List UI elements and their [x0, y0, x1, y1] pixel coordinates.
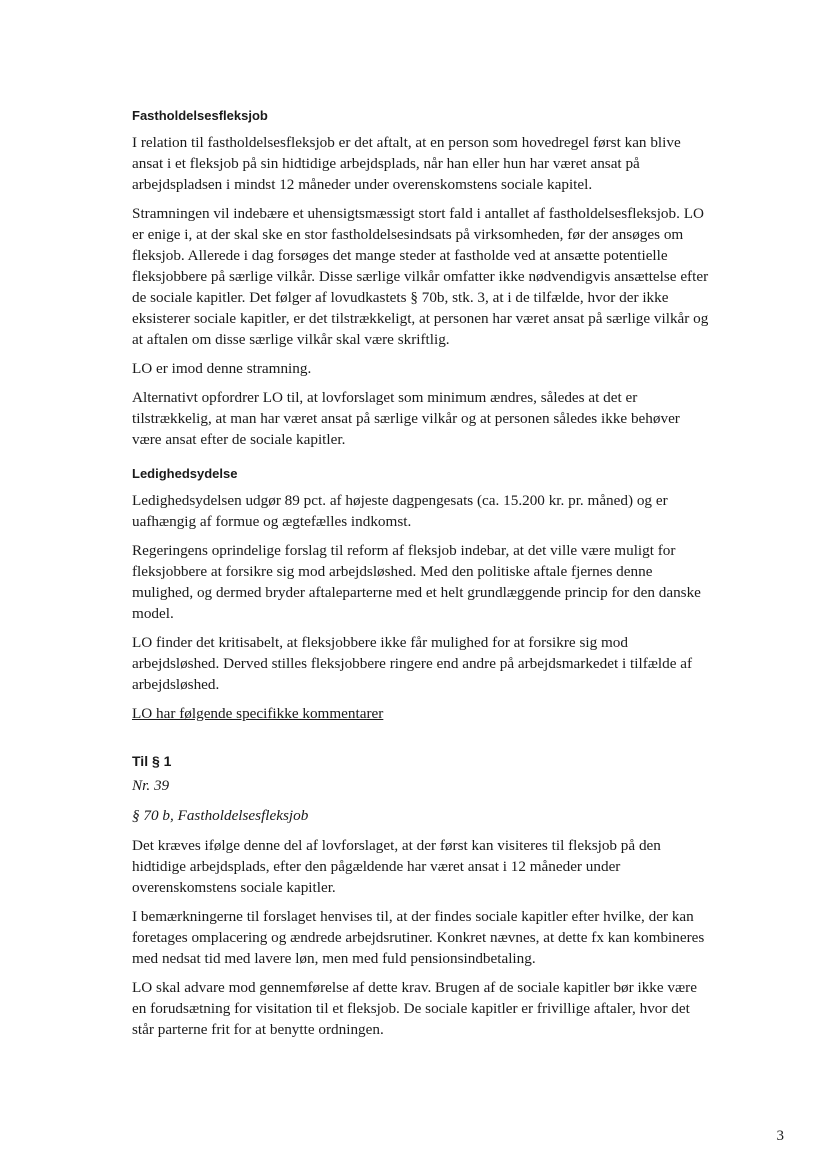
paragraph: Stramningen vil indebære et uhensigtsmæssigt stort fald i antallet af fastholdelsesfleksjob. LO er enige i, at der skal ske en stor fastholdelsesindsats på virksomheden, før der ansøges om fleksjob. Allerede i dag forsøges det mange steder at fastholde ved at ansætte potentielle fleksjobbere på særlige vilkår. Disse særlige vilkår omfatter ikke nødvendigvis ansættelse efter de sociale kapitler. Det følger af lovudkastets § 70b, stk. 3, at i de tilfælde, hvor der ikke eksisterer sociale kapitler, er det tilstrækkeligt, at personen har været ansat på særlige vilkår og at aftalen om disse særlige vilkår skal være skriftlig. — [132, 205, 709, 348]
specific-comments-heading: LO har følgende specifikke kommentarer — [132, 705, 384, 722]
paragraph: Alternativt opfordrer LO til, at lovforslaget som minimum ændres, således at det er tilstrækkelig, at man har været ansat på særlige vilkår og at personen således ikke behøver være ansat efter de sociale kapitler. — [132, 389, 680, 448]
section-heading-fastholdelsesfleksjob: Fastholdelsesfleksjob — [132, 108, 268, 123]
paragraph: LO er imod denne stramning. — [132, 360, 312, 377]
paragraph: I bemærkningerne til forslaget henvises til, at der findes sociale kapitler efter hvilke, der kan foretages omplacering og ændrede arbejdsrutiner. Konkret nævnes, at dette fx kan kombineres med nedsat tid med lavere løn, men med fuld pensionsindbetaling. — [132, 908, 705, 967]
paragraph: Ledighedsydelsen udgør 89 pct. af højeste dagpengesats (ca. 15.200 kr. pr. måned) og er uafhængig af formue og ægtefælles indkomst. — [132, 492, 668, 530]
paragraph: LO skal advare mod gennemførelse af dette krav. Brugen af de sociale kapitler bør ikke være en forudsætning for visitation til et fleksjob. De sociale kapitler er frivillige aftaler, hvor det står parterne frit for at benytte ordningen. — [132, 979, 697, 1038]
page-number: 3 — [776, 1128, 784, 1144]
paragraph: Regeringens oprindelige forslag til reform af fleksjob indebar, at det ville være muligt for fleksjobbere at forsikre sig mod arbejdsløshed. Med den politiske aftale fjernes denne mulighed, og dermed bryder aftaleparterne med et helt grundlæggende princip for den danske model. — [132, 542, 701, 622]
paragraph: Det kræves ifølge denne del af lovforslaget, at der først kan visiteres til fleksjob på den hidtidige arbejdsplads, efter den pågældende har været ansat i 12 måneder under overenskomstens sociale kapitler. — [132, 837, 661, 896]
italic-subheading-nr: Nr. 39 — [132, 777, 170, 794]
italic-subheading-paragraf: § 70 b, Fastholdelsesfleksjob — [132, 807, 309, 824]
document-page — [132, 106, 712, 1048]
section-heading-til-paragraf-1: Til § 1 — [132, 753, 172, 769]
paragraph: I relation til fastholdelsesfleksjob er det aftalt, at en person som hovedregel først kan blive ansat i et fleksjob på sin hidtidige arbejdsplads, når han eller hun har været ansat på arbejdspladsen i mindst 12 måneder under overenskomstens sociale kapitel. — [132, 134, 681, 193]
paragraph: LO finder det kritisabelt, at fleksjobbere ikke får mulighed for at forsikre sig mod arbejdsløshed. Derved stilles fleksjobbere ringere end andre på arbejdsmarkedet i tilfælde af arbejdsløshed. — [132, 634, 693, 693]
section-heading-ledighedsydelse: Ledighedsydelse — [132, 466, 238, 481]
